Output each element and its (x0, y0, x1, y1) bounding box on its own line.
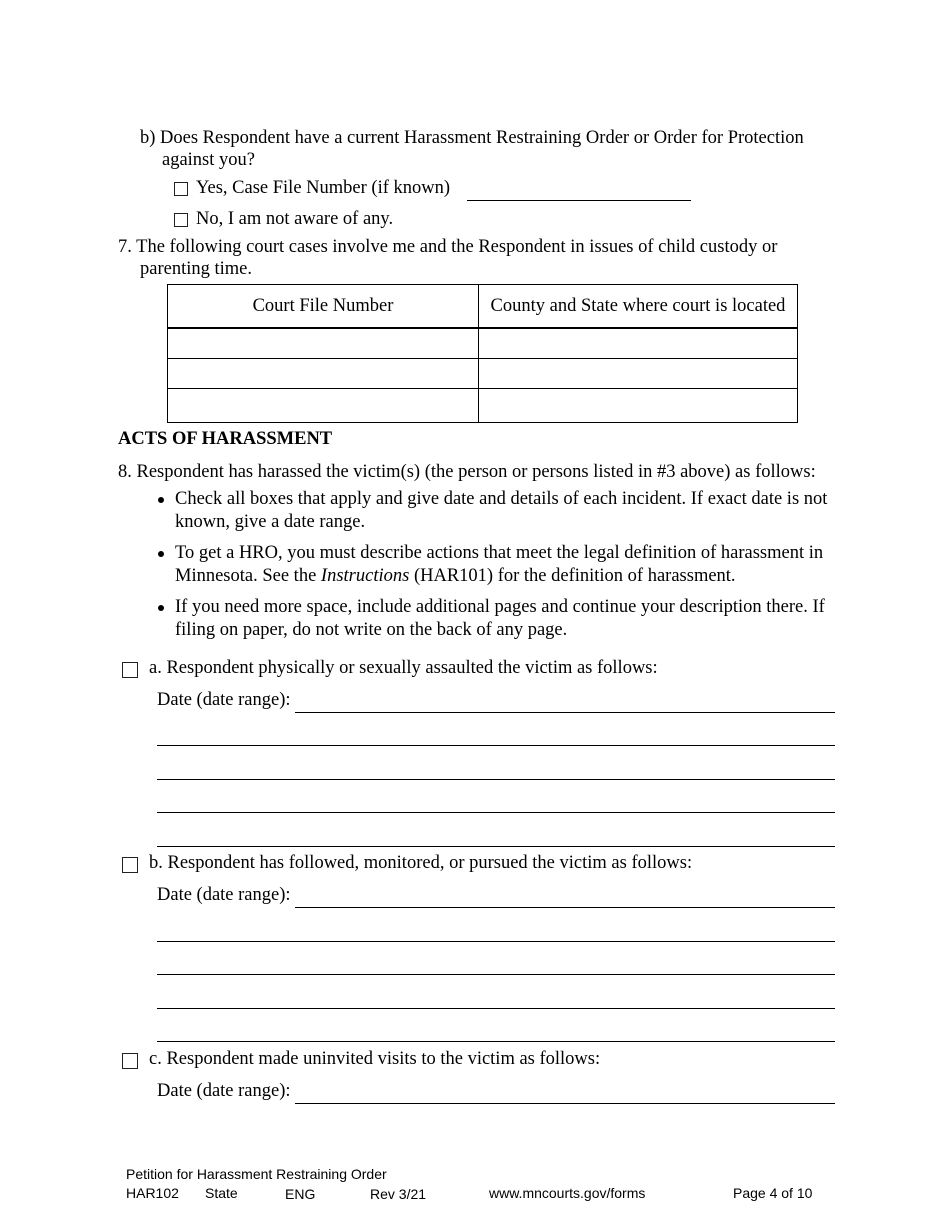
table-row (168, 389, 798, 423)
item-b-checkbox[interactable] (122, 857, 138, 873)
item-b-label: b. Respondent has followed, monitored, or pursued the victim as follows: (149, 853, 693, 873)
table-row (168, 328, 798, 359)
item-c-date-field[interactable] (295, 1103, 835, 1104)
county-state-cell[interactable] (479, 359, 798, 389)
q8-bullet-2-text-b: (HAR101) for the definition of harassment. (409, 566, 736, 586)
item-b-date-field[interactable] (295, 907, 835, 908)
item-a-checkbox[interactable] (122, 662, 138, 678)
q8-bullet-3-line1: If you need more space, include additional pages and continue your description there. If (175, 597, 825, 617)
bullet-icon (158, 605, 164, 611)
case-file-number-field[interactable] (467, 200, 691, 201)
bullet-icon (158, 551, 164, 557)
item-c-checkbox[interactable] (122, 1053, 138, 1069)
item-b-details-line[interactable] (157, 1008, 835, 1009)
q6b-no-label: No, I am not aware of any. (196, 209, 394, 229)
q8-bullet-1-line1: Check all boxes that apply and give date and details of each incident. If exact date is not (175, 489, 828, 509)
item-a-details-line[interactable] (157, 812, 835, 813)
item-a-details-line[interactable] (157, 745, 835, 746)
footer-revision: Rev 3/21 (370, 1186, 427, 1202)
q6b-yes-checkbox[interactable] (174, 182, 188, 196)
item-a-details-line[interactable] (157, 779, 835, 780)
q6b-question-line1: b) Does Respondent have a current Harassment Restraining Order or Order for Protection (140, 128, 804, 148)
q8-bullet-2-text-a: Minnesota. See the (175, 566, 321, 586)
q8-bullet-2-line1: To get a HRO, you must describe actions that meet the legal definition of harassment in (175, 543, 824, 563)
q8-bullet-2-instructions: Instructions (320, 566, 410, 586)
q8-intro: 8. Respondent has harassed the victim(s) (the person or persons listed in #3 above) as follows: (118, 462, 816, 482)
item-b-details-line[interactable] (157, 941, 835, 942)
item-a-label: a. Respondent physically or sexually assaulted the victim as follows: (149, 658, 658, 678)
item-b-date-label: Date (date range): (157, 885, 291, 905)
section-heading: ACTS OF HARASSMENT (118, 429, 333, 449)
q8-bullet-3-line2: filing on paper, do not write on the back of any page. (175, 620, 568, 640)
item-a-details-line[interactable] (157, 846, 835, 847)
footer-page-number: Page 4 of 10 (733, 1185, 813, 1201)
q6b-yes-label: Yes, Case File Number (if known) (196, 178, 451, 198)
bullet-icon (158, 497, 164, 503)
footer-website-link[interactable]: www.mncourts.gov/forms (489, 1185, 646, 1201)
q8-bullet-1-line2: known, give a date range. (175, 512, 366, 532)
item-c-date-label: Date (date range): (157, 1081, 291, 1101)
table-row (168, 359, 798, 389)
footer-form-code: HAR102 (126, 1185, 179, 1201)
court-file-number-cell[interactable] (168, 359, 479, 389)
footer-form-title: Petition for Harassment Restraining Order (126, 1166, 387, 1182)
item-a-date-field[interactable] (295, 712, 835, 713)
q7-question-line1: 7. The following court cases involve me and the Respondent in issues of child custody or (118, 237, 778, 257)
footer-language: ENG (285, 1186, 316, 1202)
item-b-details-line[interactable] (157, 974, 835, 975)
q6b-question-line2: against you? (162, 150, 255, 170)
item-c-label: c. Respondent made uninvited visits to the victim as follows: (149, 1049, 601, 1069)
footer-jurisdiction: State (205, 1185, 238, 1201)
court-file-number-cell[interactable] (168, 328, 479, 359)
q7-question-line2: parenting time. (140, 259, 252, 279)
item-b-details-line[interactable] (157, 1041, 835, 1042)
q6b-no-checkbox[interactable] (174, 213, 188, 227)
county-state-cell[interactable] (479, 389, 798, 423)
county-state-cell[interactable] (479, 328, 798, 359)
column-header-court-file-number: Court File Number (168, 285, 479, 329)
column-header-county-state: County and State where court is located (479, 285, 798, 329)
court-cases-table (167, 284, 798, 423)
item-a-date-label: Date (date range): (157, 690, 291, 710)
court-file-number-cell[interactable] (168, 389, 479, 423)
q8-bullet-2-line2 (175, 566, 736, 587)
